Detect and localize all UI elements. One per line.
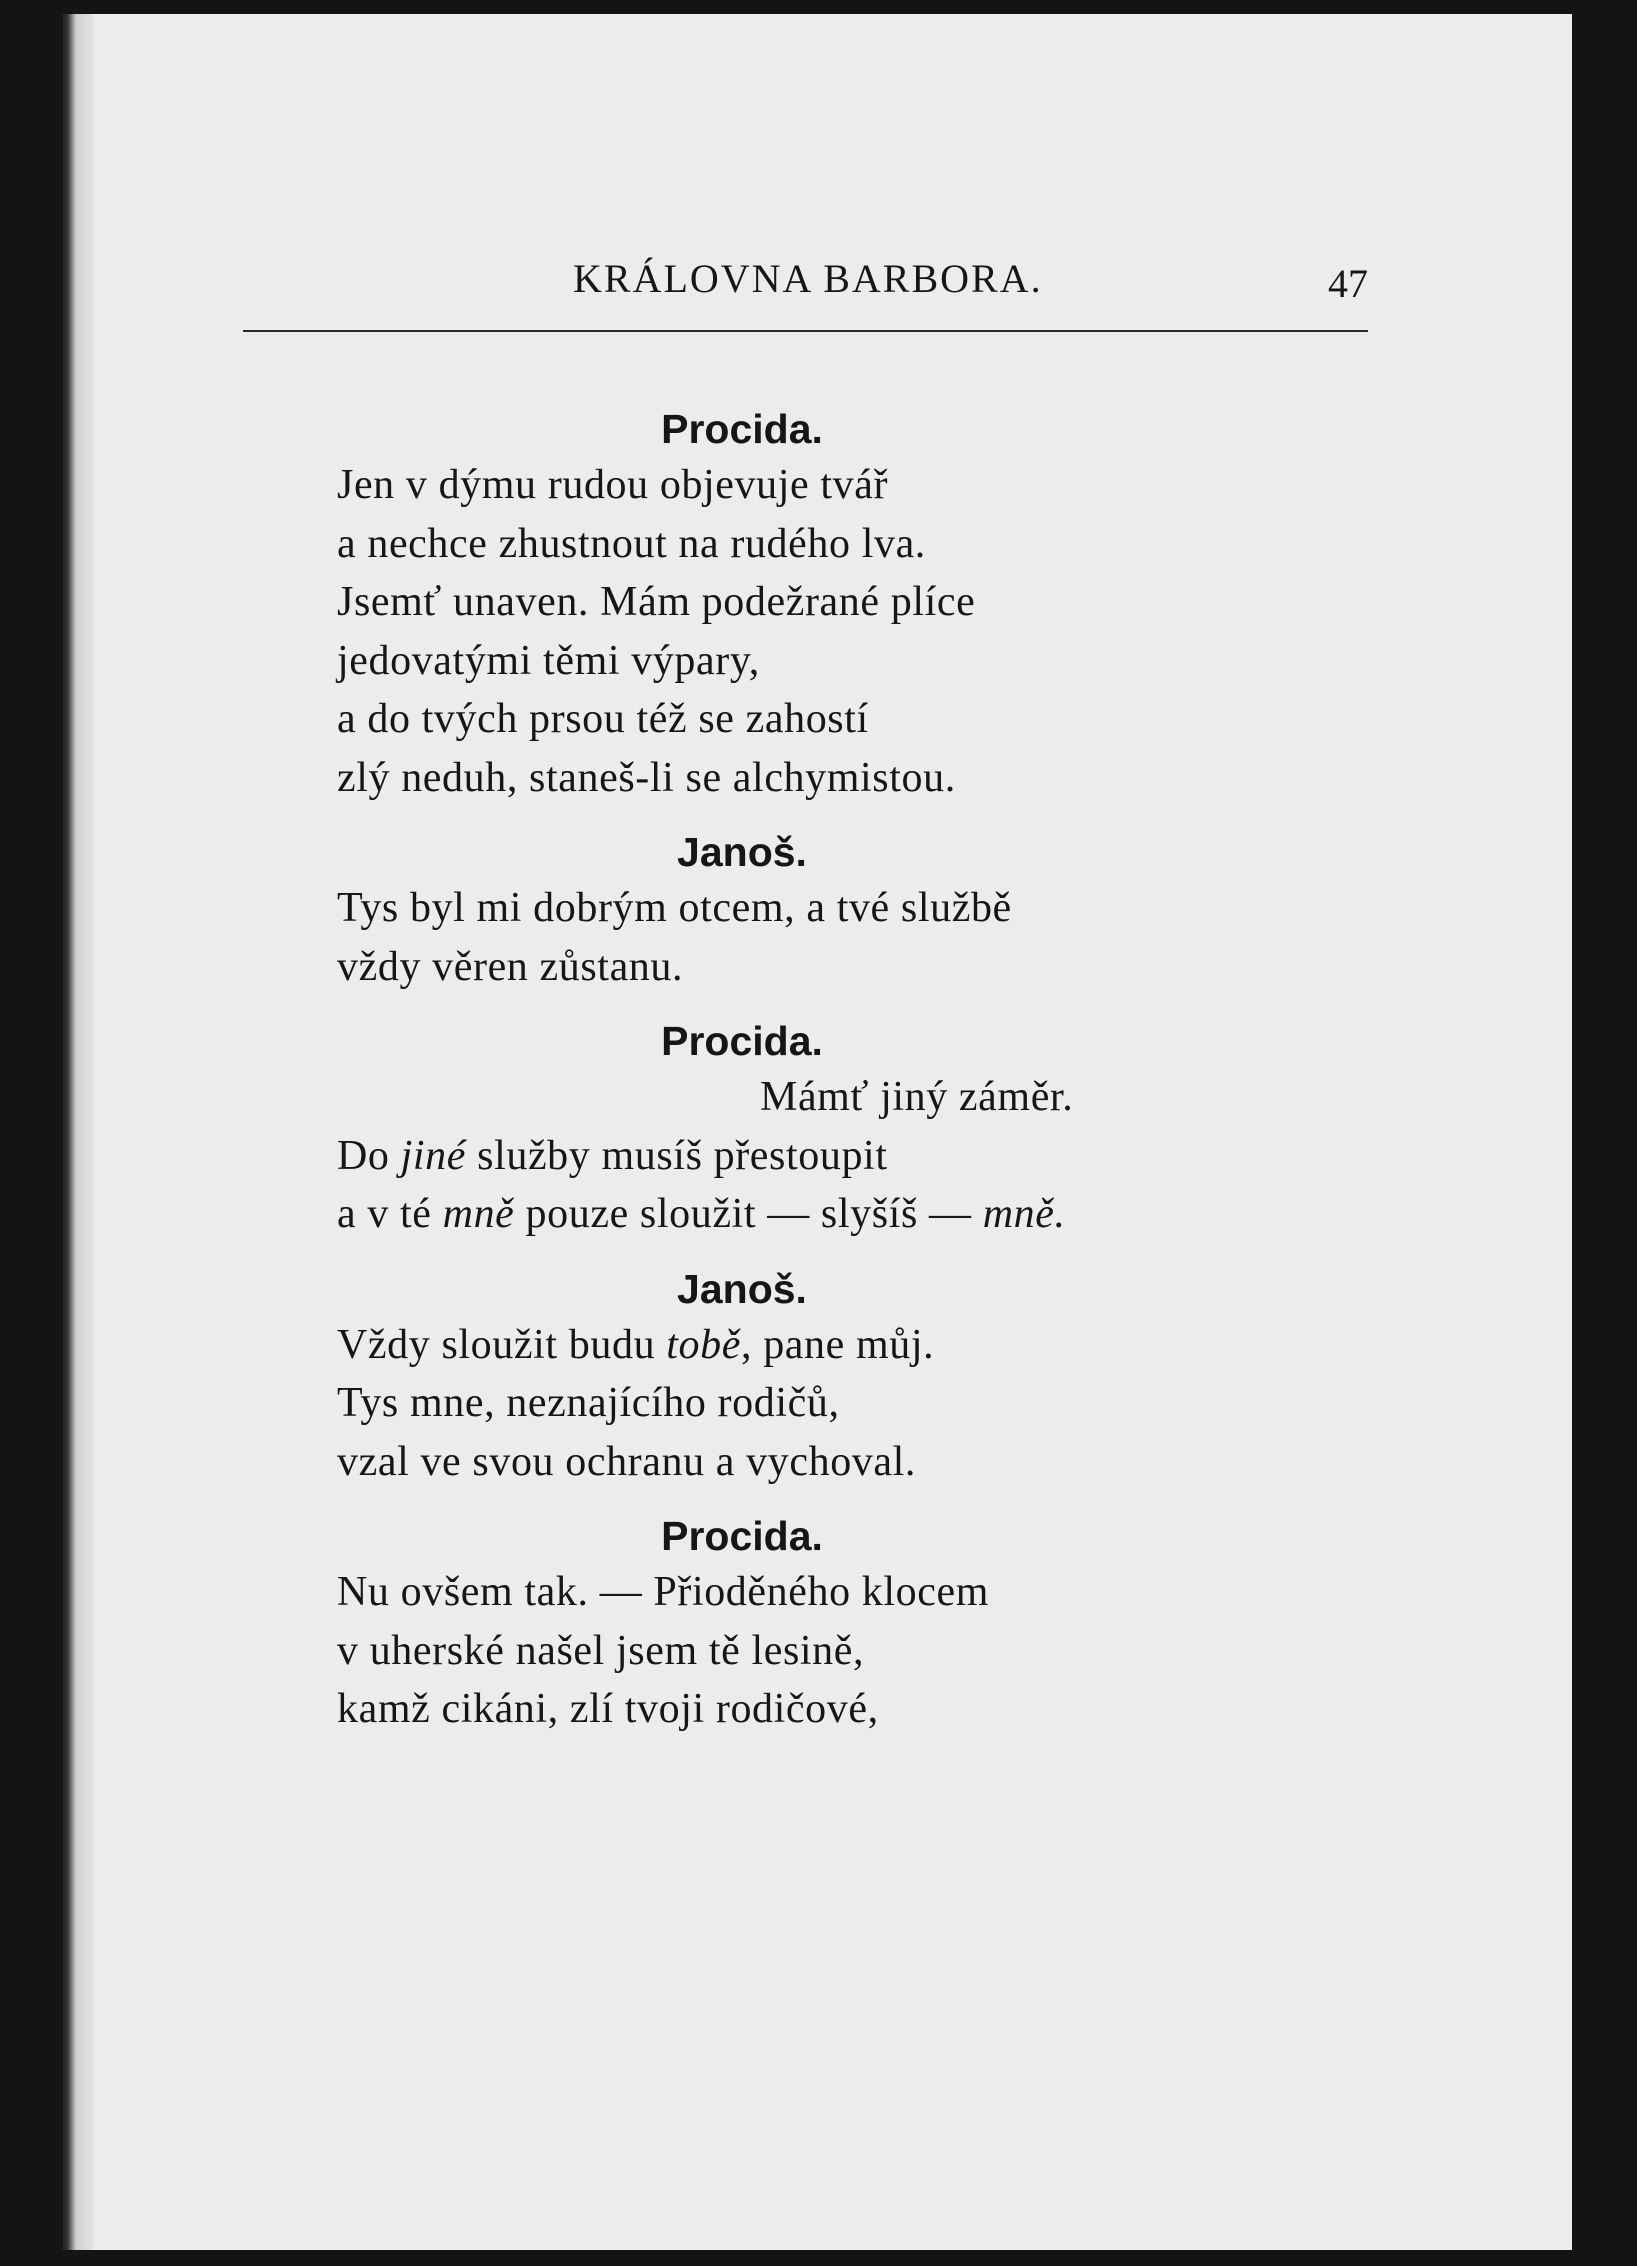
- verse-line: Tys mne, neznajícího rodičů,: [337, 1380, 840, 1426]
- emphasis: jiné: [400, 1132, 467, 1179]
- verse-line: a nechce zhustnout na rudého lva.: [337, 520, 926, 567]
- emphasis: mně: [442, 1191, 515, 1237]
- running-title: KRÁLOVNA BARBORA.: [573, 256, 1043, 301]
- speaker-name: Procida.: [661, 406, 823, 452]
- verse-line: Jsemť unaven. Mám podežrané plíce: [337, 579, 976, 625]
- verse-fragment: Do: [337, 1132, 401, 1179]
- speaker-name: Janoš.: [677, 1265, 807, 1312]
- verse-line: Mámť jiný záměr.: [760, 1074, 1074, 1120]
- verse-line: [337, 1185, 1317, 1244]
- speaker-name: Procida.: [661, 1018, 823, 1064]
- verse-line: kamž cikáni, zlí tvoji rodičové,: [337, 1686, 879, 1732]
- verse-line: zlý neduh, staneš-li se alchymistou.: [337, 754, 956, 801]
- verse-fragment: a v té: [337, 1191, 443, 1237]
- verse-fragment: .: [1054, 1191, 1066, 1237]
- speaker-name: Procida.: [661, 1513, 823, 1559]
- verse-line: Tys byl mi dobrým otcem, a tvé službě: [337, 885, 1012, 931]
- verse-fragment: Vždy sloužit budu: [337, 1321, 667, 1368]
- verse-fragment: , pane můj.: [741, 1321, 935, 1368]
- page-header: [243, 250, 1368, 340]
- verse-line: [337, 1316, 1317, 1375]
- verse-line: [337, 1127, 1317, 1186]
- verse-line: jedovatými těmi výpary,: [337, 637, 760, 684]
- verse-line: vzal ve svou ochranu a vychoval.: [337, 1438, 917, 1485]
- header-rule: [243, 330, 1368, 332]
- verse-fragment: služby musíš přestoupit: [466, 1132, 888, 1179]
- verse-line: v uherské našel jsem tě lesině,: [337, 1627, 865, 1674]
- verse-line: vždy věren zůstanu.: [337, 943, 684, 990]
- verse-line: Jen v dýmu rudou objevuje tvář: [337, 462, 889, 508]
- verse-fragment: pouze sloužit — slyšíš —: [514, 1191, 983, 1237]
- speaker-name: Janoš.: [677, 829, 807, 875]
- emphasis: tobě: [666, 1321, 741, 1368]
- verse-line: Nu ovšem tak. — Přioděného klocem: [337, 1569, 990, 1615]
- verse-line: a do tvých prsou též se zahostí: [337, 696, 869, 742]
- page-number: 47: [1328, 261, 1368, 306]
- play-text: [337, 402, 1317, 1739]
- page-binding-shadow: [62, 14, 94, 2250]
- emphasis: mně: [982, 1191, 1055, 1237]
